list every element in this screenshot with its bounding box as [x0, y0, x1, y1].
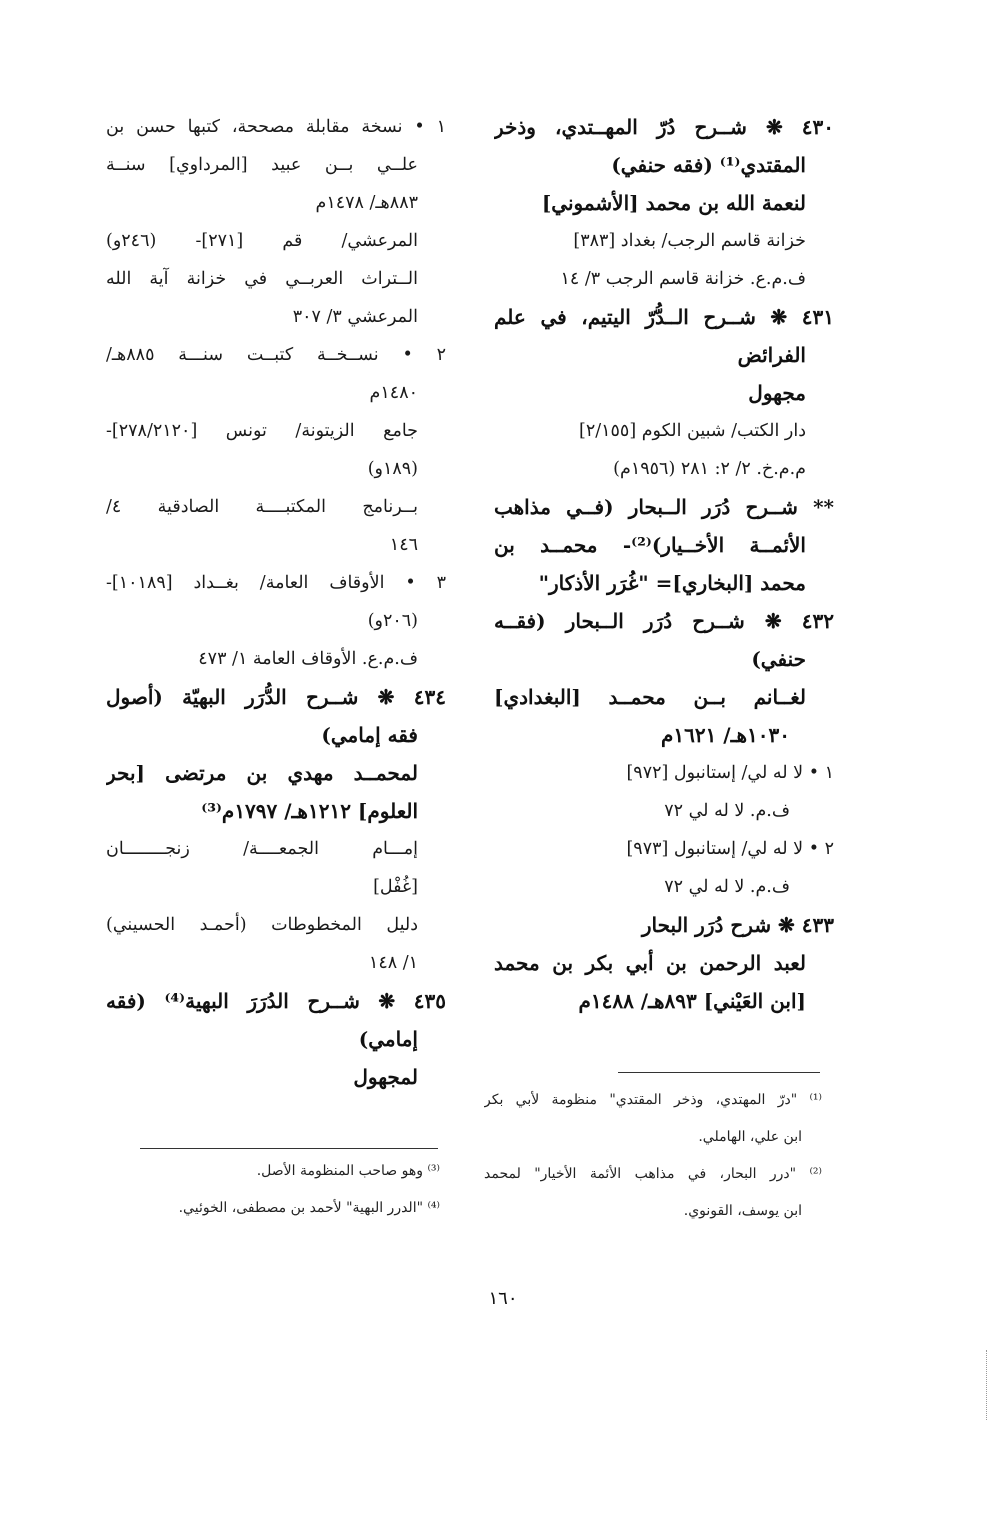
footnotes-right: [484, 1082, 822, 1230]
entry-line: [غُفْل]: [373, 877, 418, 897]
footnotes-left: [120, 1153, 440, 1227]
entry-line: (٢٠٦و): [367, 611, 418, 631]
entry-line: ٤٣٢ ❋ شــرح دُرَر الــبحار (فقــه: [494, 609, 834, 633]
entry-line: ١ • لا له لي/ إستانبول [٩٧٢]: [626, 763, 834, 783]
entry-line: حنفي): [751, 647, 806, 671]
entry-line: ٢ • نســخــة كتبــت سنـــة ٨٨٥هـ/: [106, 345, 446, 365]
entry-line: ١٤٨٠م: [369, 383, 418, 403]
entry-line: ١٤٦: [389, 535, 418, 555]
entry-line: ٤٣٤ ❋ شــرح الدُّرَر البهيّة (أصول: [106, 685, 446, 709]
entry-line: الأئمــة الأخــيار)⁽²⁾- محمــد بن: [494, 533, 806, 557]
entry-line: علــي بــن عبيد [المرداوي] سنــة: [106, 155, 418, 175]
entry-line: بــرنامج المكتبــــة الصادقية ٤/: [106, 497, 418, 517]
entry-line: لعبد الرحمن بن أبي بكر بن محمد: [494, 951, 806, 975]
footnote-line: ابن يوسف، القونوي.: [683, 1203, 802, 1219]
footnote-line: ⁽⁴⁾ "الدرر البهية" لأحمد بن مصطفى، الخوئيي.: [178, 1200, 440, 1216]
entry-line: ١٠٣٠هـ/ ١٦٢١م: [660, 723, 790, 747]
entry-line: ٤٣٠ ❋ شــرح دُرّ المهــتدي، وذخر: [494, 115, 834, 139]
entry-line: فقه إمامي): [321, 723, 418, 747]
entry-line: الفرائض: [737, 343, 806, 367]
entry-line: الــتراث العربــي في خزانة آية الله: [106, 269, 418, 289]
entry-line: لمحمــد مهدي بن مرتضى [بحر: [106, 761, 418, 785]
left-column: [106, 108, 446, 1096]
entry-line: إمـــام الجمعــــة/ زنجــــــــان: [106, 839, 418, 859]
entry-line: ٨٨٣هـ/ ١٤٧٨م: [315, 193, 418, 213]
entry-line: لغــانم بــن محمــد [البغدادي]: [494, 685, 806, 709]
entry-line: لمجهول: [353, 1065, 418, 1089]
entry-line: ف.م. لا له لي ٧٢: [664, 877, 790, 897]
entry-line: ١/ ١٤٨: [368, 953, 418, 973]
entry-line: [ابن العَيْني] ٨٩٣هـ/ ١٤٨٨م: [578, 989, 806, 1013]
footnote-line: ⁽²⁾ "درر البحار، في مذاهب الأئمة الأخيار" لمحمد: [484, 1166, 822, 1182]
entry-line: م.م.خ. ٢/ ٢: ٢٨١ (١٩٥٦م): [613, 459, 806, 479]
entry-line: ٢ • لا له لي/ إستانبول [٩٧٣]: [626, 839, 834, 859]
entry-line: العلوم] ١٢١٢هـ/ ١٧٩٧م⁽³⁾: [201, 799, 418, 823]
entry-line: ٤٣٥ ❋ شــرح الدُرَرَ البهية⁽⁴⁾ (فقه: [106, 989, 446, 1013]
page-number: ١٦٠: [488, 1288, 518, 1309]
footnote-line: ⁽³⁾ وهو صاحب المنظومة الأصل.: [256, 1163, 440, 1179]
scan-edge-mark: [986, 1350, 988, 1420]
footnote-separator-left: [140, 1148, 438, 1149]
entry-line: ** شــرح دُرَر الــبحار (فــي مذاهب: [494, 495, 834, 519]
entry-line: محمد [البخاري]= "غُرَر الأذكار": [538, 571, 806, 595]
footnote-separator-right: [618, 1072, 820, 1073]
entry-line: ف.م. لا له لي ٧٢: [664, 801, 790, 821]
entry-line: المقتدي⁽¹⁾ (فقه حنفي): [611, 153, 806, 177]
entry-line: جامع الزيتونة/ تونس [٢٧٨/٢١٢٠]-: [106, 421, 418, 441]
footnote-line: ابن علي، الهاملي.: [698, 1129, 802, 1145]
entry-line: ٤٣٣ ❋ شرح دُرَر البحار: [641, 913, 834, 937]
entry-line: لنعمة الله بن محمد [الأشموني]: [541, 191, 806, 215]
footnote-line: ⁽¹⁾ "درّ المهتدي، وذخر المقتدي" منظومة لأبي بكر: [484, 1092, 822, 1108]
entry-line: خزانة قاسم الرجب/ بغداد [٣٨٣]: [573, 231, 806, 251]
entry-line: المرعشي/ قم [٢٧١]- (٢٤٦و): [106, 231, 418, 251]
entry-line: ف.م.ع. الأوقاف العامة ١/ ٤٧٣: [198, 649, 418, 669]
right-column: [494, 108, 834, 1020]
entry-line: (١٨٩و): [367, 459, 418, 479]
entry-line: إمامي): [358, 1027, 418, 1051]
entry-line: دار الكتب/ شبين الكوم [٢/١٥٥]: [578, 421, 806, 441]
entry-line: ف.م.ع. خزانة قاسم الرجب ٣/ ١٤: [560, 269, 806, 289]
entry-line: مجهول: [748, 381, 806, 405]
entry-line: دليل المخطوطات (أحمـد الحسيني): [106, 915, 418, 935]
entry-line: ١ • نسخة مقابلة مصححة، كتبها حسن بن: [106, 117, 446, 137]
entry-line: المرعشي ٣/ ٣٠٧: [292, 307, 418, 327]
entry-line: ٤٣١ ❋ شــرح الــدُّرّ اليتيم، في علم: [494, 305, 834, 329]
entry-line: ٣ • الأوقاف العامة/ بغــداد [١٠١٨٩]-: [106, 573, 446, 593]
